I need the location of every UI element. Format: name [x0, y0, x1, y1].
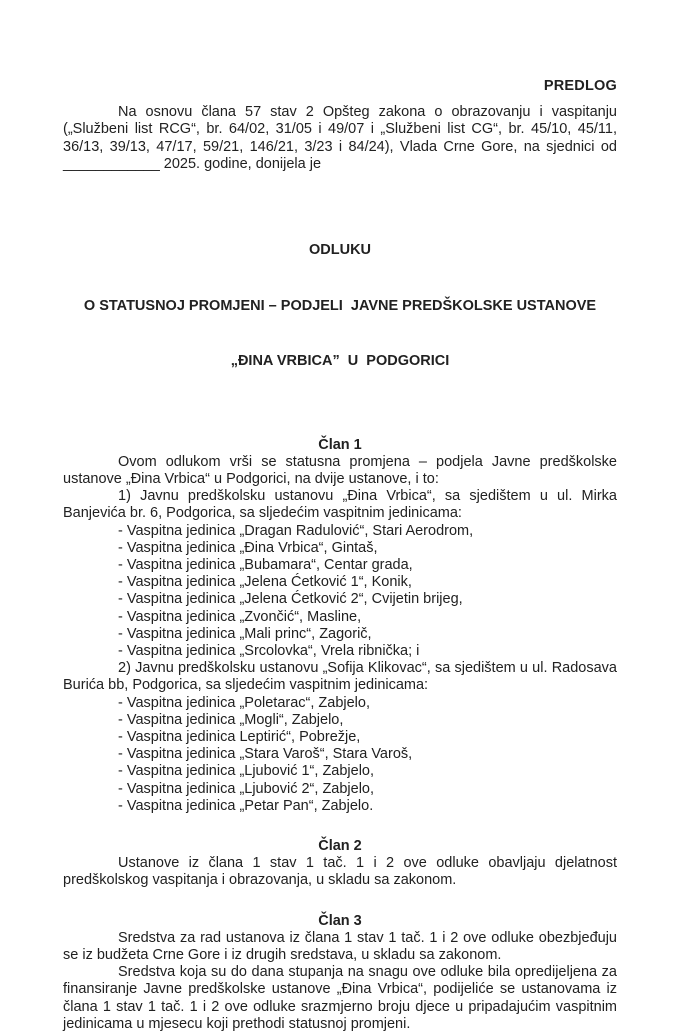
unit-list-item: - Vaspitna jedinica „Mogli“, Zabjelo,	[118, 711, 344, 728]
unit-list-item: - Vaspitna jedinica „Stara Varoš“, Stara Varoš,	[118, 746, 413, 763]
doc-label: PREDLOG	[543, 78, 617, 94]
institution-2-unit-list	[63, 695, 617, 815]
unit-list-item: - Vaspitna jedinica „Mali princ“, Zagorič,	[118, 625, 372, 642]
unit-list-item: - Vaspitna jedinica „Đina Vrbica“, Gintaš,	[118, 539, 378, 556]
unit-list-item: - Vaspitna jedinica „Dragan Radulović“, Stari Aerodrom,	[118, 522, 474, 539]
unit-list-item: - Vaspitna jedinica „Jelena Ćetković 2“, Cvijetin brijeg,	[118, 591, 463, 608]
article-clan-2	[63, 838, 617, 890]
institution-2-intro: 2) Javnu predškolsku ustanovu „Sofija Klikovac“, sa sjedištem u ul. Radosava Burića bb, Podgorica, sa sljedećim vaspitnim jedinicama:	[63, 660, 617, 694]
unit-list-item: - Vaspitna jedinica „Poletarac“, Zabjelo,	[118, 694, 370, 711]
unit-list-item: - Vaspitna jedinica Leptirić“, Pobrežje,	[118, 728, 361, 745]
institution-1-intro: 1) Javnu predškolsku ustanovu „Đina Vrbica“, sa sjedištem u ul. Mirka Banjevića br. 6, Podgorica, sa sljedećim vaspitnim jedinicama:	[63, 488, 617, 522]
article-clan-1	[63, 437, 617, 815]
article-clan-1-heading: Član 1	[318, 436, 362, 453]
unit-list-item: - Vaspitna jedinica „Petar Pan“, Zabjelo.	[118, 797, 374, 814]
intro-paragraph: Na osnovu člana 57 stav 2 Opšteg zakona o obrazovanju i vaspitanju („Službeni list RCG“, br. 64/02, 31/05 i 49/07 i „Službeni list CG“, br. 45/10, 45/11, 36/13, 39/13, 47/17, 59/21, 146/21, 3/23 i 84/24), Vlada Crne Gore, na sjednici od ____________ 2025. godine, donijela je	[63, 104, 617, 172]
unit-list-item: - Vaspitna jedinica „Ljubović 2“, Zabjelo,	[118, 780, 375, 797]
unit-list-item: - Vaspitna jedinica „Bubamara“, Centar grada,	[118, 556, 413, 573]
decision-title-line-2: O STATUSNOJ PROMJENI – PODJELI JAVNE PREDŠKOLSKE USTANOVE	[83, 297, 597, 314]
decision-title-line-1: ODLUKU	[308, 242, 372, 259]
article-clan-2-heading: Član 2	[318, 837, 362, 854]
article-clan-3-paragraph-1: Sredstva za rad ustanova iz člana 1 stav 1 tač. 1 i 2 ove odluke obezbjeđuju se iz budžeta Crne Gore i iz drugih sredstava, u skladu sa zakonom.	[63, 929, 617, 963]
decision-title	[63, 204, 617, 408]
institution-1-unit-list	[63, 523, 617, 661]
article-clan-3	[63, 913, 617, 1033]
article-clan-2-paragraph: Ustanove iz člana 1 stav 1 tač. 1 i 2 ove odluke obavljaju djelatnost predškolskog vaspitanja i obrazovanja, u skladu sa zakonom.	[63, 855, 617, 889]
article-clan-3-heading: Član 3	[318, 912, 362, 929]
article-clan-3-paragraph-2: Sredstva koja su do dana stupanja na snagu ove odluke bila opredijeljena za finansiranje Javne predškolske ustanove „Đina Vrbica“, podijeliće se ustanovama iz člana 1 stav 1 tač. 1 i 2 ove odluke srazmjerno broju djece u pripadajućim vaspitnim jedinicama u mjesecu koji prethodi statusnoj promjeni.	[63, 964, 617, 1032]
decision-title-line-3: „ĐINA VRBICA” U PODGORICI	[230, 353, 450, 370]
unit-list-item: - Vaspitna jedinica „Zvončić“, Masline,	[118, 608, 362, 625]
unit-list-item: - Vaspitna jedinica „Ljubović 1“, Zabjelo,	[118, 763, 375, 780]
unit-list-item: - Vaspitna jedinica „Jelena Ćetković 1“, Konik,	[118, 574, 412, 591]
unit-list-item: - Vaspitna jedinica „Srcolovka“, Vrela ribnička; i	[118, 642, 420, 659]
article-clan-1-paragraph: Ovom odlukom vrši se statusna promjena – podjela Javne predškolske ustanove „Đina Vrbica“ u Podgorici, na dvije ustanove, i to:	[63, 453, 617, 487]
